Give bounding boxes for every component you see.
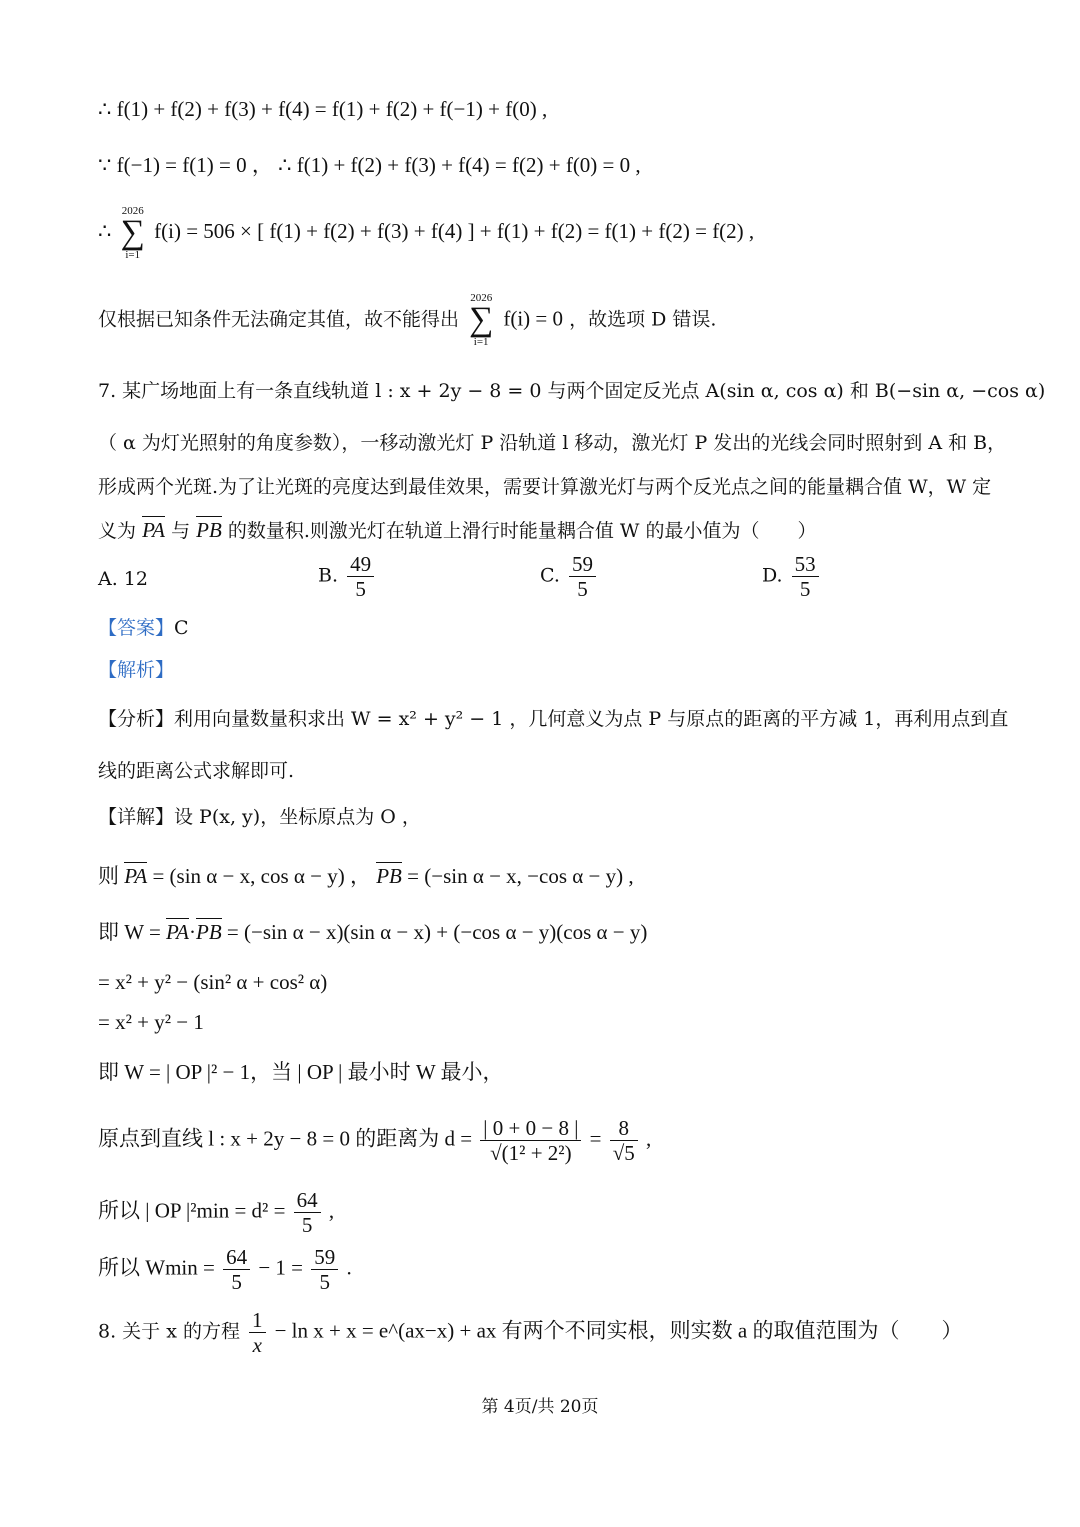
- derivation-line-3: [98, 205, 754, 261]
- punct: .: [346, 1255, 352, 1280]
- numerator: 49: [347, 552, 374, 577]
- derivation-line-1: ∴ f(1) + f(2) + f(3) + f(4) = f(1) + f(2) + f(−1) + f(0) ,: [98, 97, 548, 121]
- option-c-label: C.: [540, 564, 560, 587]
- q7-line-1: 7. 某广场地面上有一条直线轨道 l : x + 2y − 8 = 0 与两个固定反光点 A(sin α, cos α) 和 B(−sin α, −cos α): [98, 380, 1046, 402]
- q7-line-3: 形成两个光斑.为了让光斑的亮度达到最佳效果，需要计算激光灯与两个反光点之间的能量耦合值 W，W 定: [98, 476, 992, 498]
- detail-line-7: [98, 1116, 651, 1165]
- detail-text: = (−sin α − x)(sin α − x) + (−cos α − y)(cos α − y): [226, 920, 648, 944]
- sum-upper: 2026: [121, 205, 144, 217]
- page-footer: 第 4页/共 20页: [481, 1397, 599, 1417]
- detail-text: = (sin α − x, cos α − y) ，: [152, 864, 371, 888]
- answer-value: C: [174, 617, 189, 639]
- option-b-fraction: [347, 552, 374, 601]
- fenxi-line-2: 线的距离公式求解即可.: [98, 760, 295, 782]
- conclusion-prefix: 仅根据已知条件无法确定其值，故不能得出: [98, 308, 460, 331]
- fenxi-tag: 【分析】: [98, 708, 175, 730]
- summation-2: [469, 292, 493, 348]
- denominator: 5: [319, 1270, 331, 1295]
- option-d: [762, 552, 822, 601]
- detail-text: 则: [98, 864, 119, 888]
- summation: [121, 205, 145, 261]
- denominator: 5: [355, 577, 366, 602]
- detail-line-5: = x² + y² − 1: [98, 1010, 204, 1034]
- option-c-fraction: [569, 552, 596, 601]
- conclusion-suffix: ，故选项 D 错误.: [569, 308, 717, 331]
- detail-line-2: [98, 864, 634, 889]
- denominator: 5: [799, 577, 811, 602]
- denominator: √(1² + 2²): [490, 1141, 572, 1166]
- punct: ,: [646, 1126, 652, 1151]
- analysis-tag: 【解析】: [98, 659, 175, 681]
- sum-lower: i=1: [125, 249, 141, 262]
- conclusion-expression: f(i) = 0: [503, 306, 564, 331]
- numerator: 8: [610, 1116, 638, 1141]
- denominator: 5: [577, 577, 588, 602]
- option-a: [98, 568, 148, 590]
- detail-text: − 1 =: [258, 1255, 304, 1280]
- derivation-conclusion: [98, 292, 716, 348]
- numerator: 64: [294, 1188, 321, 1213]
- distance-result: [610, 1116, 638, 1165]
- answer-tag: 【答案】: [98, 617, 175, 639]
- numerator: 59: [311, 1245, 338, 1270]
- fenxi-line-1: [98, 708, 1008, 731]
- numerator: 59: [569, 552, 596, 577]
- punct: ,: [328, 1198, 335, 1223]
- detail-text: 所以 Wmin =: [98, 1255, 215, 1280]
- detail-line-3: 即 W = PA·PB = (−sin α − x)(sin α − x) + (−cos α − y)(cos α − y): [98, 920, 648, 944]
- numerator: 1: [249, 1308, 266, 1333]
- vector-pa: PA: [142, 518, 166, 542]
- vector-pb: PB: [376, 864, 402, 888]
- sum-expression: f(i) = 506 × [ f(1) + f(2) + f(3) + f(4) ] + f(1) + f(2) = f(1) + f(2) = f(2) ,: [154, 219, 755, 244]
- answer-line: [98, 617, 189, 640]
- fenxi-text: 利用向量数量积求出 W = x² + y² − 1 ，几何意义为点 P 与原点的距离的平方减 1，再利用点到直: [174, 708, 1009, 730]
- q7-text: 的数量积.则激光灯在轨道上滑行时能量耦合值 W 的最小值为（ ）: [227, 520, 817, 542]
- detail-text: 即 W =: [98, 920, 161, 944]
- q7-text: 与: [171, 520, 191, 542]
- denominator: √5: [612, 1141, 635, 1166]
- detail-line-9: [98, 1245, 352, 1294]
- detail-line-8: [98, 1188, 334, 1237]
- vector-pb: PB: [196, 518, 222, 542]
- q7-line-4: [98, 518, 816, 543]
- sum-lower-2: i=1: [473, 336, 489, 349]
- option-b: [318, 552, 377, 601]
- q7-text: 义为: [98, 520, 137, 542]
- numerator: 64: [223, 1245, 250, 1270]
- detail-text: 设 P(x, y)，坐标原点为 O ，: [174, 806, 421, 828]
- numerator: 53: [792, 552, 819, 577]
- detail-line-4: = x² + y² − (sin² α + cos² α): [98, 970, 328, 994]
- sigma-icon: ∑: [469, 301, 494, 339]
- q8-fraction: [249, 1308, 266, 1357]
- detail-line-6: 即 W = | OP |² − 1，当 | OP | 最小时 W 最小，: [98, 1060, 504, 1084]
- q8-line-1: [98, 1308, 963, 1357]
- vector-pa: PA: [166, 920, 189, 944]
- vector-pb: PB: [196, 920, 222, 944]
- denominator: x: [252, 1333, 262, 1358]
- option-d-label: D.: [762, 564, 783, 587]
- distance-fraction: [480, 1116, 581, 1165]
- option-a-label: A. 12: [98, 568, 148, 590]
- option-d-fraction: [792, 552, 819, 601]
- op-min-fraction: [294, 1188, 321, 1237]
- denominator: 5: [301, 1213, 313, 1238]
- derivation-line-2: ∵ f(−1) = f(1) = 0 ， ∴ f(1) + f(2) + f(3) + f(4) = f(2) + f(0) = 0 ,: [98, 153, 641, 177]
- sigma-icon: ∑: [120, 214, 145, 252]
- equals: =: [589, 1126, 602, 1151]
- detail-text: = (−sin α − x, −cos α − y) ,: [407, 864, 634, 888]
- numerator: | 0 + 0 − 8 |: [480, 1116, 581, 1141]
- vector-pa: PA: [124, 864, 148, 888]
- wmin-fraction-1: [223, 1245, 250, 1294]
- option-b-label: B.: [318, 564, 339, 587]
- wmin-fraction-2: [311, 1245, 338, 1294]
- detail-text: 所以 | OP |²min = d² =: [98, 1198, 286, 1223]
- q8-text: 8. 关于 x 的方程: [98, 1320, 240, 1343]
- q8-text: − ln x + x = e^(ax−x) + ax 有两个不同实根，则实数 a 的取值范围为（ ）: [274, 1318, 963, 1343]
- detail-text: 原点到直线 l : x + 2y − 8 = 0 的距离为 d =: [98, 1126, 473, 1151]
- detail-line-1: [98, 806, 421, 829]
- therefore-symbol: ∴: [98, 219, 112, 244]
- denominator: 5: [231, 1270, 242, 1295]
- sum-upper-2: 2026: [470, 292, 493, 304]
- q7-line-2: （ α 为灯光照射的角度参数），一移动激光灯 P 沿轨道 l 移动，激光灯 P 发出的光线会同时照射到 A 和 B，: [98, 432, 1007, 454]
- option-c: [540, 552, 599, 601]
- detail-tag: 【详解】: [98, 806, 175, 828]
